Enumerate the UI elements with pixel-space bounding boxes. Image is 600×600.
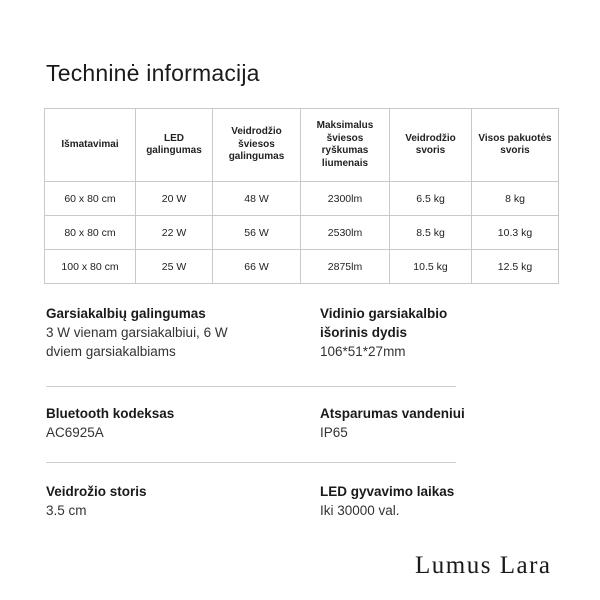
table-cell: 2530lm (301, 216, 390, 250)
spec-mirror-thickness (46, 482, 306, 520)
table-header-row (45, 109, 559, 182)
spec-speaker-power (46, 304, 306, 361)
header-package-weight: Visos pakuotės svoris (472, 109, 559, 182)
header-mirror-weight: Veidrodžio svoris (390, 109, 472, 182)
table-cell: 20 W (136, 182, 213, 216)
table-cell: 56 W (213, 216, 301, 250)
table-cell: 10.3 kg (472, 216, 559, 250)
table-cell: 66 W (213, 250, 301, 284)
header-dimensions: Išmatavimai (45, 109, 136, 182)
table-row (45, 182, 559, 216)
spec-label: išorinis dydis (320, 325, 408, 340)
spec-water-resistance (320, 404, 580, 442)
page-title: Techninė informacija (46, 60, 260, 86)
spec-speaker-size (320, 304, 580, 361)
table-cell: 6.5 kg (390, 182, 472, 216)
header-max-brightness: Maksimalus šviesos ryškumas liumenais (301, 109, 390, 182)
table-row (45, 216, 559, 250)
table-cell: 22 W (136, 216, 213, 250)
table-cell: 8.5 kg (390, 216, 472, 250)
spec-label: Veidrožio storis (46, 484, 147, 499)
spec-value: Iki 30000 val. (320, 503, 400, 518)
spec-value: IP65 (320, 425, 348, 440)
spec-label: Bluetooth kodeksas (46, 406, 175, 421)
spec-value: 3.5 cm (46, 503, 87, 518)
table-cell: 2875lm (301, 250, 390, 284)
table-cell: 12.5 kg (472, 250, 559, 284)
spec-led-lifetime (320, 482, 580, 520)
table-cell: 48 W (213, 182, 301, 216)
header-mirror-light-power: Veidrodžio šviesos galingumas (213, 109, 301, 182)
table-row (45, 250, 559, 284)
spec-label: Vidinio garsiakalbio (320, 306, 448, 321)
spec-value: 3 W vienam garsiakalbiui, 6 W (46, 325, 228, 340)
table-cell: 25 W (136, 250, 213, 284)
divider (46, 386, 456, 387)
spec-label: LED gyvavimo laikas (320, 484, 455, 499)
brand-logo: Lumus Lara (415, 552, 552, 579)
table-cell: 10.5 kg (390, 250, 472, 284)
table-cell: 8 kg (472, 182, 559, 216)
spec-label: Garsiakalbių galingumas (46, 306, 206, 321)
spec-label: Atsparumas vandeniui (320, 406, 465, 421)
spec-value: 106*51*27mm (320, 344, 406, 359)
table-cell: 60 x 80 cm (45, 182, 136, 216)
table-cell: 100 x 80 cm (45, 250, 136, 284)
header-led-power: LED galingumas (136, 109, 213, 182)
spec-value: dviem garsiakalbiams (46, 344, 176, 359)
spec-value: AC6925A (46, 425, 104, 440)
table-cell: 2300lm (301, 182, 390, 216)
spec-bluetooth (46, 404, 306, 442)
divider (46, 462, 456, 463)
table-cell: 80 x 80 cm (45, 216, 136, 250)
spec-table (44, 108, 559, 284)
